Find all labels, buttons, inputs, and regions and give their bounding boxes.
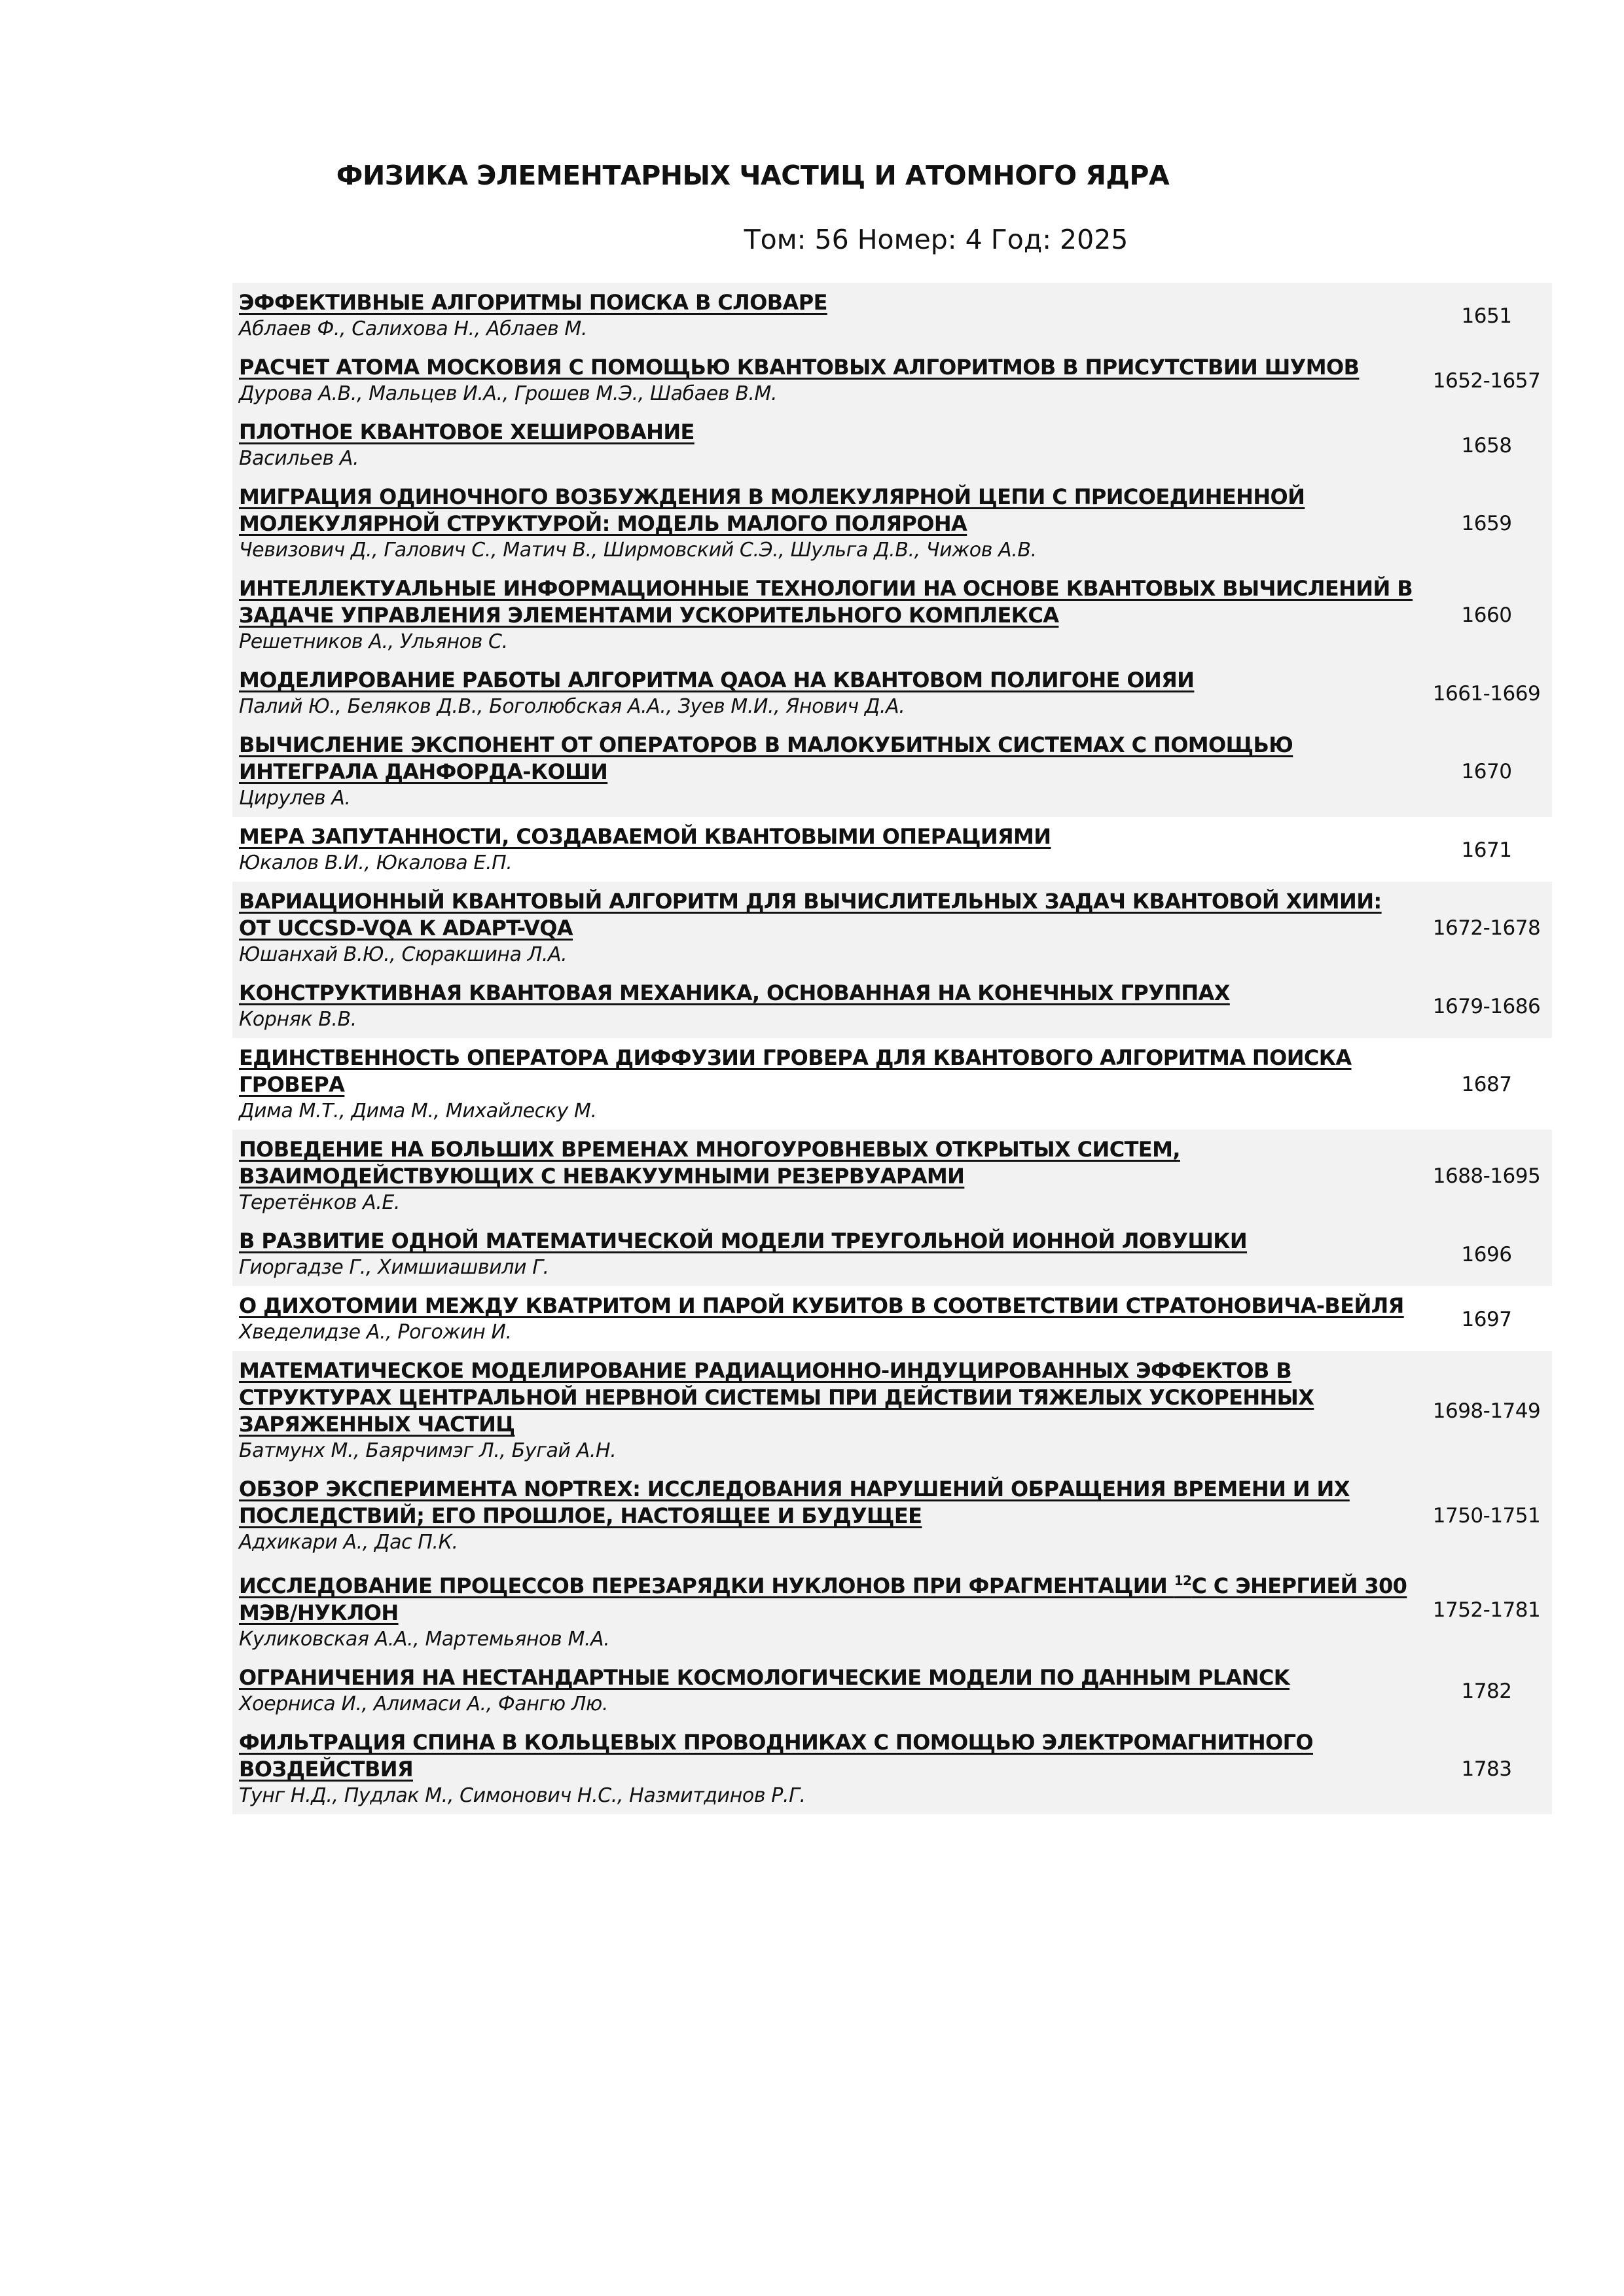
- article-title-suffix: C С ЭНЕРГИЕЙ 300 МЭВ/НУКЛОН: [239, 1573, 1407, 1625]
- issue-info: [0, 224, 1506, 255]
- article-title-link[interactable]: ВАРИАЦИОННЫЙ КВАНТОВЫЙ АЛГОРИТМ ДЛЯ ВЫЧИСЛИТЕЛЬНЫХ ЗАДАЧ КВАНТОВОЙ ХИМИИ: ОТ UCCSD-VQA К ADAPT-VQA: [239, 889, 1382, 941]
- article-pages: 1651: [1461, 304, 1512, 328]
- article-authors: Юкалов В.И., Юкалова Е.П.: [239, 852, 513, 874]
- article-info: [232, 1357, 1421, 1464]
- article-pages: 1696: [1461, 1242, 1512, 1266]
- article-info: [232, 888, 1421, 968]
- article-pages: 1750-1751: [1432, 1504, 1541, 1528]
- article-row: [232, 725, 1552, 817]
- article-row: [232, 1221, 1552, 1286]
- article-pages: 1652-1657: [1432, 368, 1541, 393]
- article-row: [232, 1130, 1552, 1221]
- article-pages: 1659: [1461, 512, 1512, 535]
- article-title-link[interactable]: ФИЛЬТРАЦИЯ СПИНА В КОЛЬЦЕВЫХ ПРОВОДНИКАХ С ПОМОЩЬЮ ЭЛЕКТРОМАГНИТНОГО ВОЗДЕЙСТВИЯ: [239, 1730, 1314, 1782]
- article-authors: Батмунх М., Баярчимэг Л., Бугай А.Н.: [239, 1439, 617, 1462]
- article-row: [232, 882, 1552, 973]
- article-row: [232, 569, 1552, 660]
- article-info: [232, 419, 1421, 472]
- article-info: [232, 1228, 1421, 1281]
- article-title-link[interactable]: ПЛОТНОЕ КВАНТОВОЕ ХЕШИРОВАНИЕ: [239, 420, 695, 444]
- article-info: [232, 354, 1421, 407]
- article-info: [232, 823, 1421, 876]
- article-authors: Палий Ю., Беляков Д.В., Боголюбская А.А., Зуев М.И., Янович Д.А.: [239, 695, 905, 718]
- article-authors: Юшанхай В.Ю., Сюракшина Л.А.: [239, 943, 568, 966]
- article-row: [232, 1723, 1552, 1814]
- article-pages: 1782: [1461, 1679, 1512, 1703]
- article-authors: Васильев А.: [239, 447, 359, 470]
- article-pages: 1687: [1461, 1073, 1512, 1096]
- article-title-link[interactable]: КОНСТРУКТИВНАЯ КВАНТОВАЯ МЕХАНИКА, ОСНОВАННАЯ НА КОНЕЧНЫХ ГРУППАХ: [239, 980, 1230, 1005]
- article-row: [232, 348, 1552, 412]
- article-authors: Аблаев Ф., Салихова Н., Аблаев М.: [239, 317, 588, 340]
- article-row: [232, 660, 1552, 725]
- article-authors: Цирулев А.: [239, 787, 351, 810]
- article-info: [232, 484, 1421, 564]
- article-authors: Дурова А.В., Мальцев И.А., Грошев М.Э., Шабаев В.М.: [239, 382, 778, 405]
- article-pages: 1660: [1461, 603, 1512, 627]
- article-authors: Теретёнков А.Е.: [239, 1191, 401, 1214]
- article-info: [232, 732, 1421, 812]
- article-info: [232, 289, 1421, 342]
- table-of-contents: [232, 283, 1552, 1814]
- article-pages: 1658: [1461, 433, 1512, 457]
- article-title-link[interactable]: МОДЕЛИРОВАНИЕ РАБОТЫ АЛГОРИТМА QAOA НА КВАНТОВОМ ПОЛИГОНЕ ОИЯИ: [239, 668, 1195, 692]
- article-authors: Хоерниса И., Алимаси А., Фангю Лю.: [239, 1693, 608, 1715]
- article-title-link[interactable]: МЕРА ЗАПУТАННОСТИ, СОЗДАВАЕМОЙ КВАНТОВЫМИ ОПЕРАЦИЯМИ: [239, 824, 1051, 849]
- article-authors: Дима М.Т., Дима М., Михайлеску М.: [239, 1100, 597, 1122]
- article-title-link[interactable]: РАСЧЕТ АТОМА МОСКОВИЯ С ПОМОЩЬЮ КВАНТОВЫХ АЛГОРИТМОВ В ПРИСУТСТВИИ ШУМОВ: [239, 355, 1360, 380]
- article-title-link[interactable]: МАТЕМАТИЧЕСКОЕ МОДЕЛИРОВАНИЕ РАДИАЦИОННО-ИНДУЦИРОВАННЫХ ЭФФЕКТОВ В СТРУКТУРАХ ЦЕНТРАЛЬНОЙ НЕРВНОЙ СИСТЕМЫ ПРИ ДЕЙСТВИИ ТЯЖЕЛЫХ УСКОРЕННЫХ ЗАРЯЖЕННЫХ ЧАСТИЦ: [239, 1358, 1314, 1437]
- article-pages: 1670: [1461, 760, 1512, 783]
- article-pages: 1752-1781: [1432, 1598, 1541, 1622]
- article-title-link[interactable]: ВЫЧИСЛЕНИЕ ЭКСПОНЕНТ ОТ ОПЕРАТОРОВ В МАЛОКУБИТНЫХ СИСТЕМАХ С ПОМОЩЬЮ ИНТЕГРАЛА ДАНФОРДА-КОШИ: [239, 732, 1293, 784]
- article-authors: Гиоргадзе Г., Химшиашвили Г.: [239, 1256, 549, 1279]
- article-info: [232, 1136, 1421, 1216]
- article-row: [232, 1469, 1552, 1561]
- article-title-link[interactable]: В РАЗВИТИЕ ОДНОЙ МАТЕМАТИЧЕСКОЙ МОДЕЛИ ТРЕУГОЛЬНОЙ ИОННОЙ ЛОВУШКИ: [239, 1229, 1248, 1253]
- article-title-link[interactable]: О ДИХОТОМИИ МЕЖДУ КВАТРИТОМ И ПАРОЙ КУБИТОВ В СООТВЕТСТВИИ СТРАТОНОВИЧА-ВЕЙЛЯ: [239, 1293, 1404, 1318]
- article-row: [232, 412, 1552, 477]
- issue-info-text: Том: 56 Номер: 4 Год: 2025: [744, 224, 1128, 255]
- article-title-prefix: ИССЛЕДОВАНИЕ ПРОЦЕССОВ ПЕРЕЗАРЯДКИ НУКЛОНОВ ПРИ ФРАГМЕНТАЦИИ: [239, 1573, 1174, 1598]
- article-info: [232, 1476, 1421, 1556]
- article-pages: 1679-1686: [1432, 994, 1541, 1018]
- article-title-link[interactable]: ОГРАНИЧЕНИЯ НА НЕСТАНДАРТНЫЕ КОСМОЛОГИЧЕСКИЕ МОДЕЛИ ПО ДАННЫМ PLANCK: [239, 1665, 1290, 1690]
- article-row: [232, 477, 1552, 569]
- article-authors: Корняк В.В.: [239, 1008, 357, 1031]
- article-info: [232, 667, 1421, 720]
- article-authors: Чевизович Д., Галович С., Матич В., Ширмовский С.Э., Шульга Д.В., Чижов А.В.: [239, 539, 1037, 562]
- article-row: [232, 283, 1552, 348]
- journal-title: ФИЗИКА ЭЛЕМЕНТАРНЫХ ЧАСТИЦ И АТОМНОГО ЯДРА: [336, 160, 1170, 191]
- article-title-link[interactable]: ИНТЕЛЛЕКТУАЛЬНЫЕ ИНФОРМАЦИОННЫЕ ТЕХНОЛОГИИ НА ОСНОВЕ КВАНТОВЫХ ВЫЧИСЛЕНИЙ В ЗАДАЧЕ УПРАВЛЕНИЯ ЭЛЕМЕНТАМИ УСКОРИТЕЛЬНОГО КОМПЛЕКСА: [239, 576, 1413, 628]
- article-row: [232, 1351, 1552, 1469]
- article-row: [232, 1561, 1552, 1658]
- article-info: [232, 1664, 1421, 1717]
- article-title-link[interactable]: ЕДИНСТВЕННОСТЬ ОПЕРАТОРА ДИФФУЗИИ ГРОВЕРА ДЛЯ КВАНТОВОГО АЛГОРИТМА ПОИСКА ГРОВЕРА: [239, 1045, 1352, 1097]
- article-authors: Адхикари А., Дас П.К.: [239, 1531, 458, 1554]
- article-info: [232, 980, 1421, 1033]
- article-pages: 1783: [1461, 1757, 1512, 1781]
- article-title-link[interactable]: ОБЗОР ЭКСПЕРИМЕНТА NOPTREX: ИССЛЕДОВАНИЯ НАРУШЕНИЙ ОБРАЩЕНИЯ ВРЕМЕНИ И ИХ ПОСЛЕДСТВИЙ; ЕГО ПРОШЛОЕ, НАСТОЯЩЕЕ И БУДУЩЕЕ: [239, 1477, 1350, 1528]
- article-row: [232, 817, 1552, 882]
- article-row: [232, 1658, 1552, 1723]
- article-authors: Хведелидзе А., Рогожин И.: [239, 1321, 512, 1344]
- article-pages: 1671: [1461, 838, 1512, 862]
- article-row: [232, 973, 1552, 1038]
- article-row: [232, 1038, 1552, 1130]
- article-pages: 1672-1678: [1432, 916, 1541, 940]
- article-row: [232, 1286, 1552, 1351]
- article-authors: Решетников А., Ульянов С.: [239, 630, 508, 653]
- article-info: [232, 1293, 1421, 1346]
- article-pages: 1661-1669: [1432, 681, 1541, 706]
- article-pages: 1688-1695: [1432, 1164, 1541, 1188]
- article-pages: 1698-1749: [1432, 1399, 1541, 1423]
- article-title-link[interactable]: ЭФФЕКТИВНЫЕ АЛГОРИТМЫ ПОИСКА В СЛОВАРЕ: [239, 290, 827, 315]
- article-authors: Тунг Н.Д., Пудлак М., Симонович Н.С., Назмитдинов Р.Г.: [239, 1784, 806, 1807]
- article-info: [232, 575, 1421, 655]
- article-authors: Куликовская А.А., Мартемьянов М.А.: [239, 1628, 610, 1651]
- article-title-link[interactable]: ПОВЕДЕНИЕ НА БОЛЬШИХ ВРЕМЕНАХ МНОГОУРОВНЕВЫХ ОТКРЫТЫХ СИСТЕМ, ВЗАИМОДЕЙСТВУЮЩИХ С НЕВАКУУМНЫМИ РЕЗЕРВУАРАМИ: [239, 1137, 1180, 1189]
- mass-number-superscript: 12: [1174, 1573, 1192, 1588]
- article-info: [232, 1568, 1421, 1653]
- article-title-link[interactable]: [239, 1568, 1415, 1626]
- article-pages: 1697: [1461, 1307, 1512, 1331]
- article-info: [232, 1045, 1421, 1124]
- article-info: [232, 1729, 1421, 1809]
- article-title-link[interactable]: МИГРАЦИЯ ОДИНОЧНОГО ВОЗБУЖДЕНИЯ В МОЛЕКУЛЯРНОЙ ЦЕПИ С ПРИСОЕДИНЕННОЙ МОЛЕКУЛЯРНОЙ СТРУКТУРОЙ: МОДЕЛЬ МАЛОГО ПОЛЯРОНА: [239, 484, 1305, 536]
